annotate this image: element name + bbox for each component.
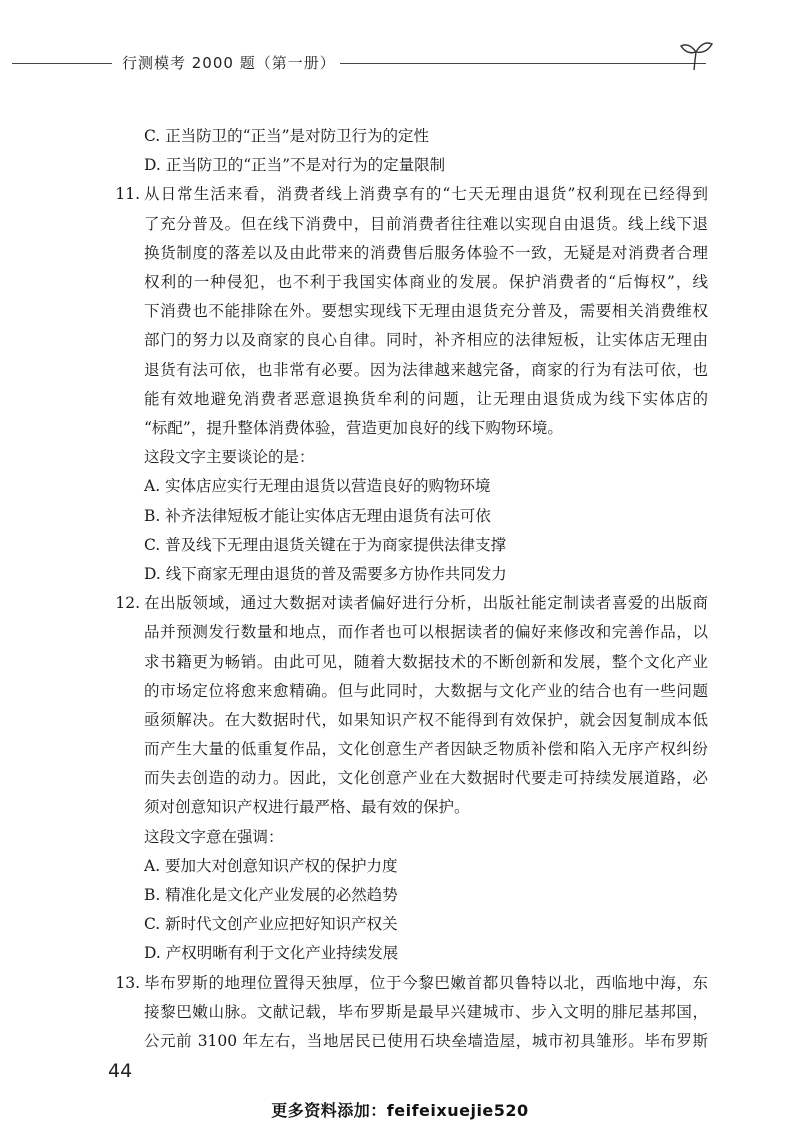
option-b: B. 补齐法律短板才能让实体店无理由退货有法可依 bbox=[144, 506, 491, 525]
option-c: C. 新时代文创产业应把好知识产权关 bbox=[144, 915, 398, 934]
question-number: 13. bbox=[115, 973, 140, 992]
option-a: A. 要加大对创意知识产权的保护力度 bbox=[144, 856, 398, 875]
option-a: A. 实体店应实行无理由退货以营造良好的购物环境 bbox=[144, 477, 491, 496]
passage-line: 而产生大量的低重复作品，文化创意生产者因缺乏物质补偿和陷入无序产权纠纷 bbox=[144, 740, 708, 759]
passage-line: 毕布罗斯的地理位置得天独厚，位于今黎巴嫩首都贝鲁特以北，西临地中海，东 bbox=[144, 973, 708, 992]
option-d: D. 产权明晰有利于文化产业持续发展 bbox=[144, 944, 399, 963]
passage-line: 换货制度的落差以及由此带来的消费售后服务体验不一致，无疑是对消费者合理 bbox=[144, 243, 708, 262]
option-b: B. 精准化是文化产业发展的必然趋势 bbox=[144, 886, 398, 905]
passage-line: 能有效地避免消费者恶意退换货牟利的问题，让无理由退货成为线下实体店的 bbox=[144, 389, 708, 408]
question-number: 12. bbox=[115, 594, 140, 613]
passage-line: 品并预测发行数量和地点，而作者也可以根据读者的偏好来修改和完善作品，以 bbox=[144, 623, 708, 642]
q10-options bbox=[114, 122, 708, 180]
passage-line: 而失去创造的动力。因此，文化创意产业在大数据时代要走可持续发展道路，必 bbox=[144, 769, 708, 788]
passage-line: 公元前 3100 年左右，当地居民已使用石块垒墙造屋，城市初具雏形。毕布罗斯 bbox=[144, 1032, 708, 1051]
question-number: 11. bbox=[115, 185, 140, 204]
header-rule-right bbox=[312, 63, 706, 64]
passage-line: “标配”，提升整体消费体验，营造更加良好的线下购物环境。 bbox=[144, 418, 563, 437]
footer-note: 更多资料添加：feifeixuejie520 bbox=[271, 1101, 529, 1120]
question-prompt: 这段文字主要谈论的是： bbox=[144, 448, 315, 467]
question-13 bbox=[114, 969, 708, 1057]
page-number: 44 bbox=[108, 1060, 133, 1082]
passage-line: 权利的一种侵犯，也不利于我国实体商业的发展。保护消费者的“后悔权”，线 bbox=[144, 272, 708, 291]
question-prompt: 这段文字意在强调： bbox=[144, 827, 284, 846]
passage-line: 下消费也不能排除在外。要想实现线下无理由退货充分普及，需要相关消费维权 bbox=[144, 302, 708, 321]
header-rule-left bbox=[12, 63, 112, 64]
passage-line: 须对创意知识产权进行最严格、最有效的保护。 bbox=[144, 798, 470, 817]
passage-line: 接黎巴嫩山脉。文献记载，毕布罗斯是最早兴建城市、步入文明的腓尼基邦国， bbox=[144, 1002, 708, 1021]
running-header bbox=[12, 48, 712, 78]
passage-line: 的市场定位将愈来愈精确。但与此同时，大数据与文化产业的结合也有一些问题 bbox=[144, 681, 708, 700]
passage-line: 从日常生活来看，消费者线上消费享有的“七天无理由退货”权利现在已经得到 bbox=[144, 185, 708, 204]
passage-line: 亟须解决。在大数据时代，如果知识产权不能得到有效保护，就会因复制成本低 bbox=[144, 710, 708, 729]
passage-line: 部门的努力以及商家的良心自律。同时，补齐相应的法律短板，让实体店无理由 bbox=[144, 331, 708, 350]
sprout-icon bbox=[676, 34, 716, 74]
passage-line: 在出版领域，通过大数据对读者偏好进行分析，出版社能定制读者喜爱的出版商 bbox=[144, 594, 708, 613]
question-11 bbox=[114, 180, 708, 589]
passage-line: 求书籍更为畅销。由此可见，随着大数据技术的不断创新和发展，整个文化产业 bbox=[144, 652, 708, 671]
question-12 bbox=[114, 589, 708, 969]
page-content bbox=[114, 122, 708, 1056]
passage-line: 了充分普及。但在线下消费中，目前消费者往往难以实现自由退货。线上线下退 bbox=[144, 214, 708, 233]
header-title: 行测模考 2000 题（第一册） bbox=[118, 52, 340, 73]
passage-line: 退货有法可依，也非常有必要。因为法律越来越完备，商家的行为有法可依，也 bbox=[144, 360, 708, 379]
option-d: D. 线下商家无理由退货的普及需要多方协作共同发力 bbox=[144, 564, 507, 583]
option-line: D. 正当防卫的“正当”不是对行为的定量限制 bbox=[144, 156, 446, 175]
option-c: C. 普及线下无理由退货关键在于为商家提供法律支撑 bbox=[144, 535, 507, 554]
option-line: C. 正当防卫的“正当”是对防卫行为的定性 bbox=[144, 127, 430, 145]
